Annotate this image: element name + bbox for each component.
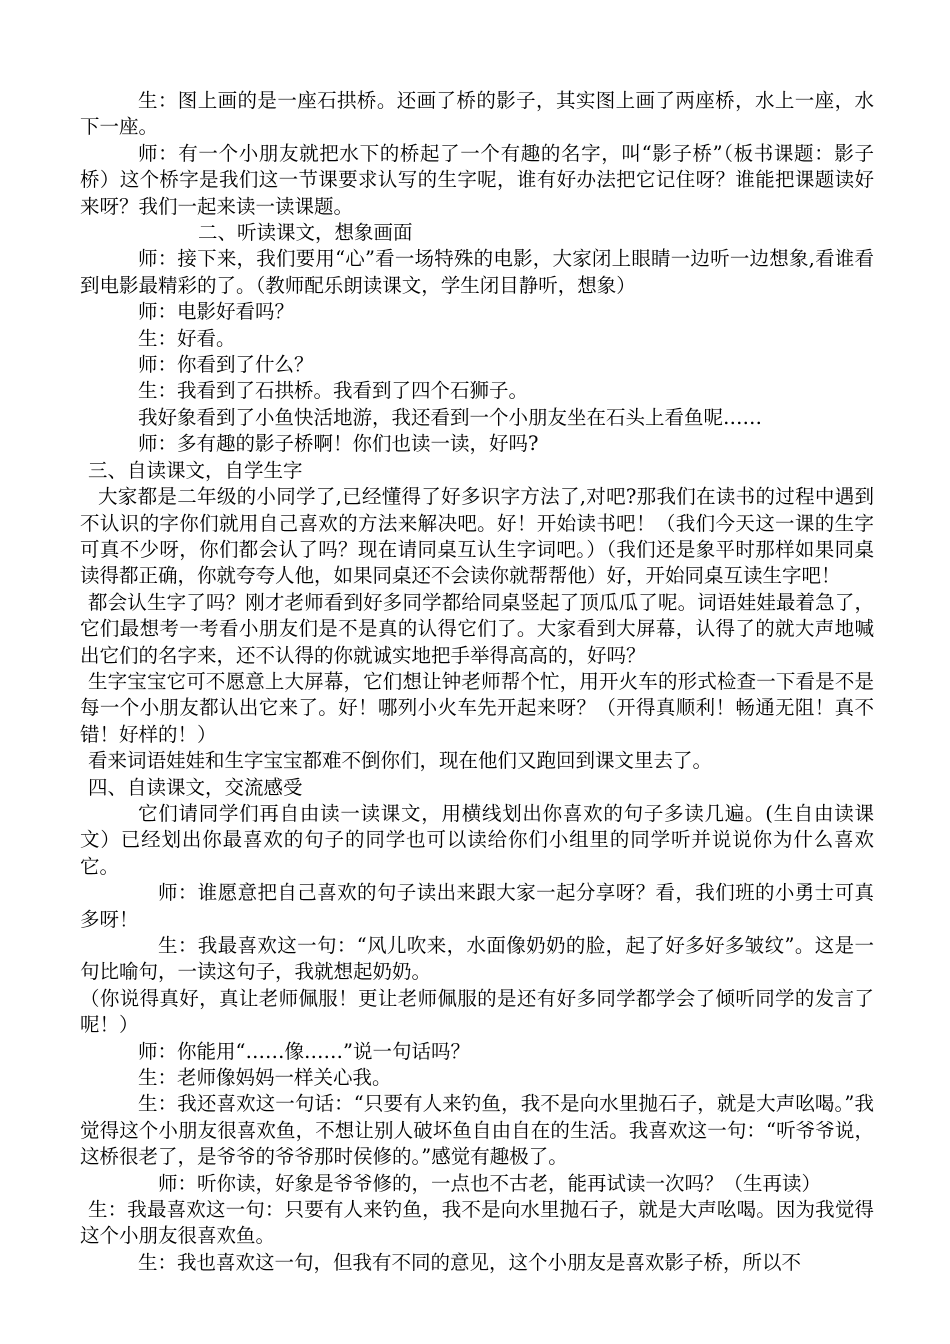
paragraph: 师：有一个小朋友就把水下的桥起了一个有趣的名字，叫“影子桥”（板书课题：影子桥）这个桥字是我们这一节课要求认写的生字呢，谁有好办法把它记住呀？谁能把课题读好来呀？我们一起来读一读课题。	[80, 141, 874, 218]
section-heading: 二、听读课文，想象画面	[198, 221, 413, 245]
paragraph: 我好象看到了小鱼快活地游，我还看到一个小朋友坐在石头上看鱼呢……	[138, 405, 763, 429]
paragraph: 生：我最喜欢这一句：“风儿吹来，水面像奶奶的脸，起了好多好多皱纹”。这是一句比喻句，一读这句子，我就想起奶奶。	[80, 934, 874, 984]
paragraph: 师：听你读，好象是爷爷修的，一点也不古老，能再试读一次吗？（生再读）	[158, 1171, 822, 1195]
paragraph: 它们请同学们再自由读一读课文，用横线划出你喜欢的句子多读几遍。(生自由读课文）已经划出你最喜欢的句子的同学也可以读给你们小组里的同学听并说说你为什么喜欢它。	[80, 801, 874, 878]
paragraph: 师：多有趣的影子桥啊！你们也读一读，好吗?	[138, 432, 539, 456]
paragraph: 生：我看到了石拱桥。我看到了四个石狮子。	[138, 379, 529, 403]
paragraph: 师：电影好看吗？	[138, 300, 295, 324]
section-heading: 三、自读课文，自学生字	[88, 458, 303, 482]
paragraph: 师：你看到了什么？	[138, 353, 314, 377]
paragraph: 生字宝宝它可不愿意上大屏幕，它们想让钟老师帮个忙，用开火车的形式检查一下看是不是每一个小朋友都认出它来了。好！哪列小火车先开起来呀？（开得真顺利！畅通无阻！真不错！好样的！）	[80, 669, 874, 746]
paragraph: 生：老师像妈妈一样关心我。	[138, 1066, 392, 1090]
paragraph: 生：我最喜欢这一句：只要有人来钓鱼，我不是向水里抛石子，就是大声吆喝。因为我觉得这个小朋友很喜欢鱼。	[80, 1198, 874, 1248]
paragraph: 生：我还喜欢这一句话：“只要有人来钓鱼，我不是向水里抛石子，就是大声吆喝。”我觉得这个小朋友很喜欢鱼，不想让别人破坏鱼自由自在的生活。我喜欢这一句：“听爷爷说，这桥很老了，是爷爷的爷爷那时侯修的。”感觉有趣极了。	[80, 1092, 874, 1169]
paragraph: 师：谁愿意把自己喜欢的句子读出来跟大家一起分享呀？看，我们班的小勇士可真多呀！	[80, 881, 874, 931]
paragraph: （你说得真好，真让老师佩服！更让老师佩服的是还有好多同学都学会了倾听同学的发言了呢！）	[80, 986, 874, 1037]
paragraph: 看来词语娃娃和生字宝宝都难不倒你们，现在他们又跑回到课文里去了。	[88, 749, 713, 773]
paragraph: 都会认生字了吗？刚才老师看到好多同学都给同桌竖起了顶瓜瓜了呢。词语娃娃最着急了，它们最想考一考看小朋友们是不是真的认得它们了。大家看到大屏幕，认得了的就大声地喊出它们的名字来，还不认得的你就诚实地把手举得高高的，好吗？	[80, 590, 874, 667]
paragraph: 生：我也喜欢这一句，但我有不同的意见，这个小朋友是喜欢影子桥，所以不	[138, 1250, 802, 1274]
paragraph: 大家都是二年级的小同学了,已经懂得了好多识字方法了,对吧?那我们在读书的过程中遇到不认识的字你们就用自己喜欢的方法来解决吧。好！开始读书吧！（我们今天这一课的生字可真不少呀，你们都会认了吗？现在请同桌互认生字词吧。）（我们还是象平时那样如果同桌读得都正确，你就夸夸人他，如果同桌还不会读你就帮帮他）好，开始同桌互读生字吧！	[80, 485, 874, 588]
section-heading: 四、自读课文，交流感受	[88, 775, 303, 799]
paragraph: 师：接下来，我们要用“心”看一场特殊的电影，大家闭上眼睛一边听一边想象,看谁看到电影最精彩的了。（教师配乐朗读课文，学生闭目静听，想象）	[80, 247, 874, 297]
paragraph: 师：你能用“……像……”说一句话吗？	[138, 1039, 470, 1063]
paragraph: 生：图上画的是一座石拱桥。还画了桥的影子，其实图上画了两座桥，水上一座，水下一座。	[80, 89, 874, 139]
paragraph: 生：好看。	[138, 326, 236, 350]
